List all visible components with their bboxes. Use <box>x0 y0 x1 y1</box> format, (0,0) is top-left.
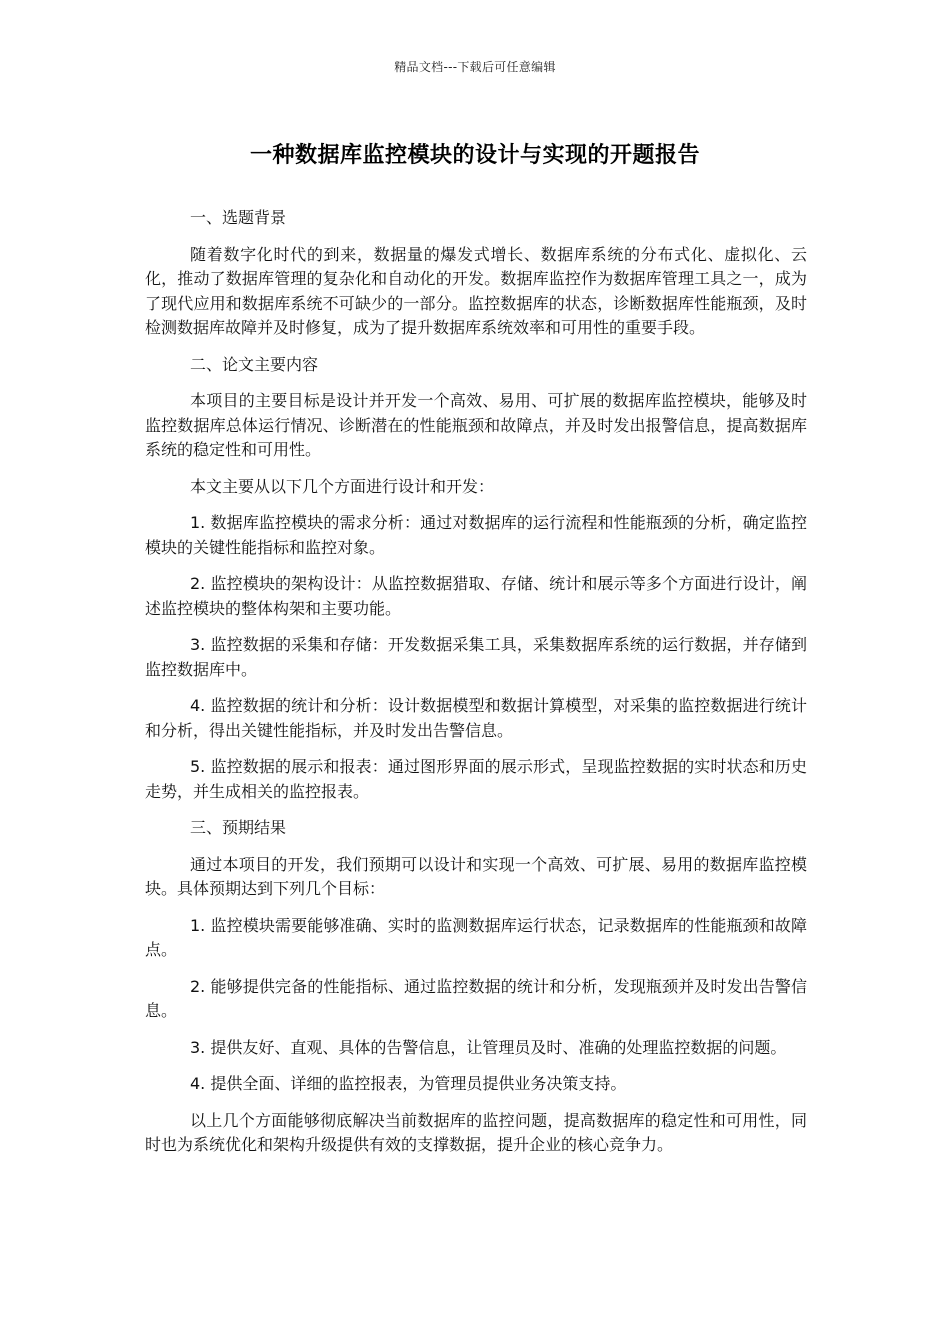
paragraph-content-intro: 本文主要从以下几个方面进行设计和开发： <box>190 476 495 496</box>
paragraph-content-goal: 本项目的主要目标是设计并开发一个高效、易用、可扩展的数据库监控模块，能够及时监控数据库总体运行情况、诊断潜在的性能瓶颈和故障点，并及时发出报警信息，提高数据库系统的稳定性和可用性。 <box>145 391 807 459</box>
paragraph-results-conclusion: 以上几个方面能够彻底解决当前数据库的监控问题，提高数据库的稳定性和可用性，同时也为系统优化和架构升级提供有效的支撑数据，提升企业的核心竞争力。 <box>145 1110 807 1154</box>
document-body <box>145 206 807 1170</box>
list-item-results-4: 4. 提供全面、详细的监控报表，为管理员提供业务决策支持。 <box>190 1074 627 1093</box>
section-heading-background: 一、选题背景 <box>190 208 287 227</box>
list-item-content-1: 1. 数据库监控模块的需求分析：通过对数据库的运行流程和性能瓶颈的分析，确定监控模块的关键性能指标和监控对象。 <box>145 513 807 557</box>
list-item-content-4: 4. 监控数据的统计和分析：设计数据模型和数据计算模型，对采集的监控数据进行统计和分析，得出关键性能指标，并及时发出告警信息。 <box>145 696 807 740</box>
document-title: 一种数据库监控模块的设计与实现的开题报告 <box>249 143 700 168</box>
paragraph-background: 随着数字化时代的到来，数据量的爆发式增长、数据库系统的分布式化、虚拟化、云化，推动了数据库管理的复杂化和自动化的开发。数据库监控作为数据库管理工具之一，成为了现代应用和数据库系统不可缺少的一部分。监控数据库的状态，诊断数据库性能瓶颈，及时检测数据库故障并及时修复，成为了提升数据库系统效率和可用性的重要手段。 <box>145 244 807 337</box>
list-item-results-3: 3. 提供友好、直观、具体的告警信息，让管理员及时、准确的处理监控数据的问题。 <box>190 1037 787 1057</box>
header-note: 精品文档---下载后可任意编辑 <box>394 60 556 74</box>
paragraph-results-intro: 通过本项目的开发，我们预期可以设计和实现一个高效、可扩展、易用的数据库监控模块。具体预期达到下列几个目标： <box>145 854 807 898</box>
list-item-results-1: 1. 监控模块需要能够准确、实时的监测数据库运行状态，记录数据库的性能瓶颈和故障点。 <box>145 915 807 959</box>
list-item-content-2: 2. 监控模块的架构设计：从监控数据猎取、存储、统计和展示等多个方面进行设计，阐述监控模块的整体构架和主要功能。 <box>145 574 807 618</box>
section-heading-content: 二、论文主要内容 <box>190 354 319 374</box>
list-item-content-3: 3. 监控数据的采集和存储：开发数据采集工具，采集数据库系统的运行数据，并存储到监控数据库中。 <box>145 635 807 679</box>
section-heading-results: 三、预期结果 <box>190 818 287 837</box>
list-item-results-2: 2. 能够提供完备的性能指标、通过监控数据的统计和分析，发现瓶颈并及时发出告警信息。 <box>145 976 807 1020</box>
list-item-content-5: 5. 监控数据的展示和报表：通过图形界面的展示形式，呈现监控数据的实时状态和历史走势，并生成相关的监控报表。 <box>145 757 807 801</box>
